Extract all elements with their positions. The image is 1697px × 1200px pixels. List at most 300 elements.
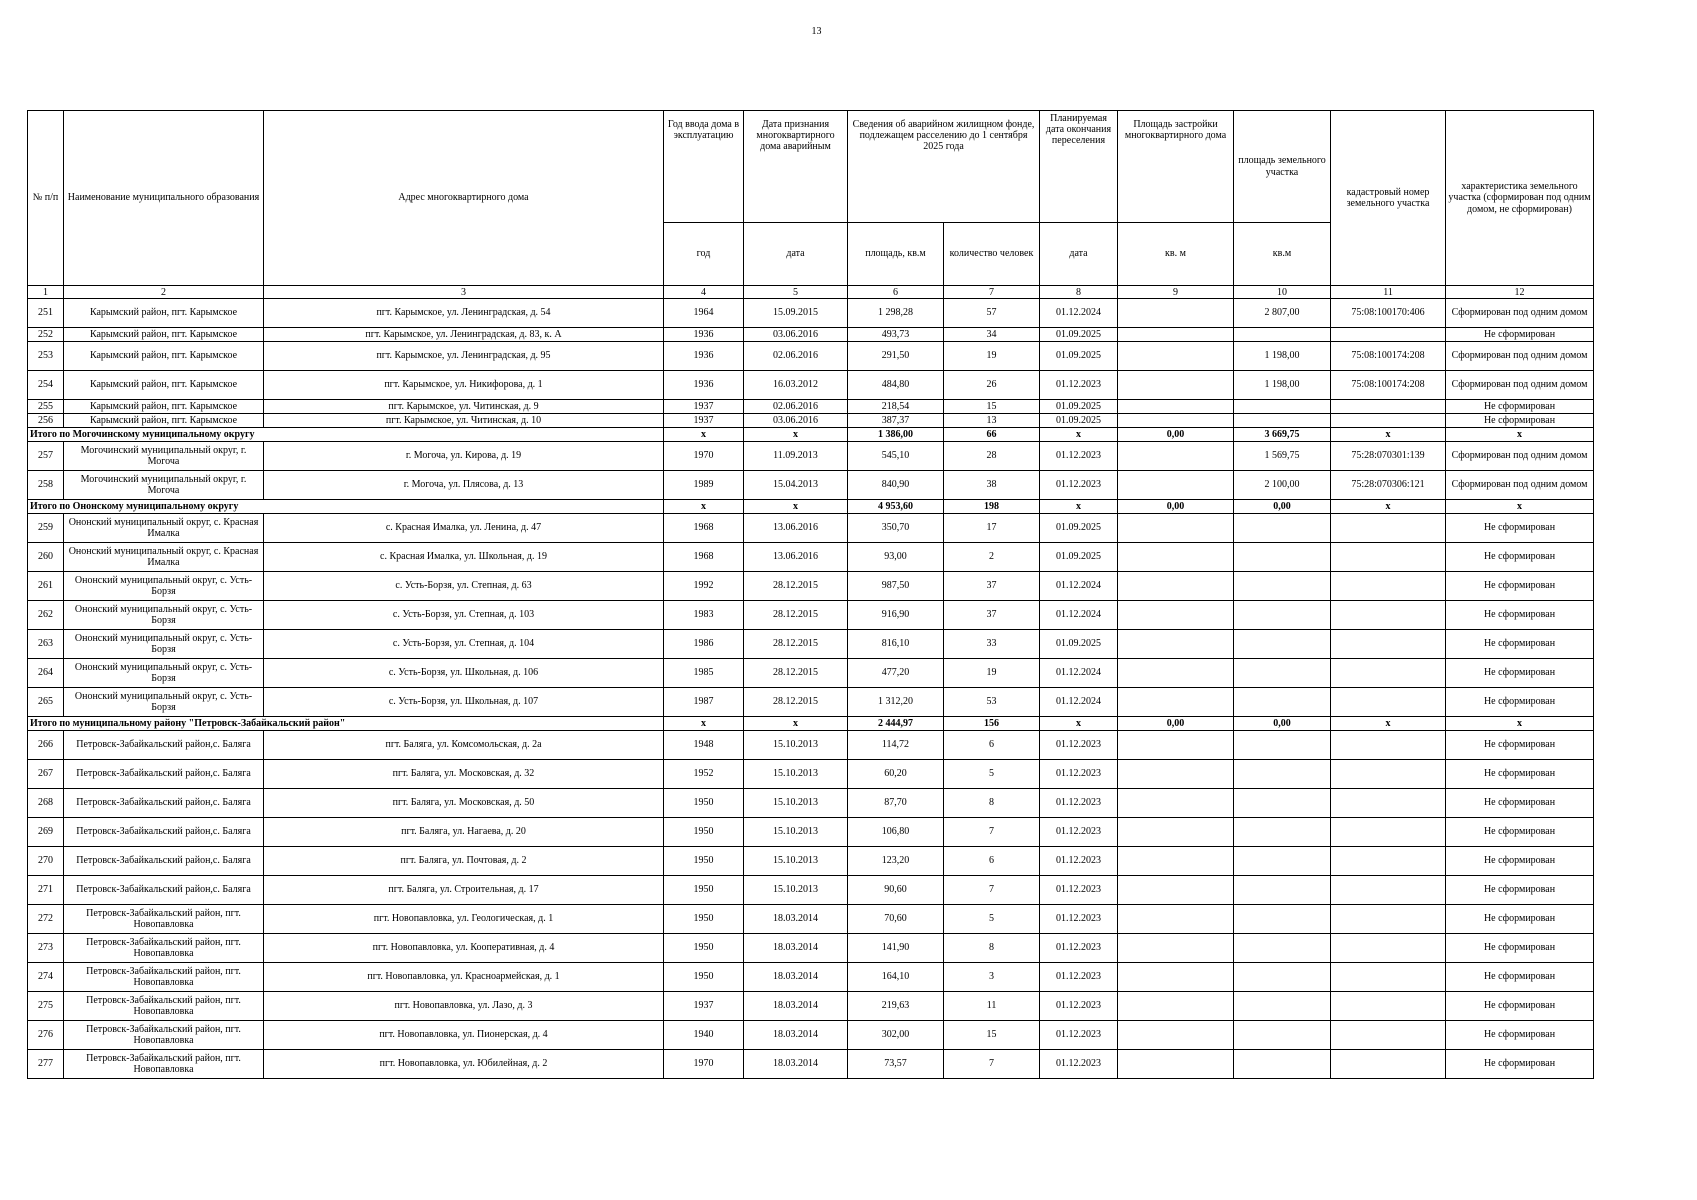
row-number: 274 [28,963,64,992]
column-number: 5 [744,286,848,299]
planned-date-cell: 01.12.2023 [1040,934,1118,963]
people-count-cell: 37 [944,601,1040,630]
municipality-cell: Карымский район, пгт. Карымское [64,414,264,428]
address-cell: пгт. Балягa, ул. Почтовая, д. 2 [264,847,664,876]
area-cell: 840,90 [848,471,944,500]
total-year-cell: x [664,500,744,514]
address-cell: с. Красная Ималка, ул. Ленина, д. 47 [264,514,664,543]
area-cell: 141,90 [848,934,944,963]
date-declared-cell: 15.10.2013 [744,818,848,847]
date-declared-cell: 28.12.2015 [744,659,848,688]
land-area-cell [1234,328,1331,342]
area-cell: 106,80 [848,818,944,847]
year-cell: 1968 [664,514,744,543]
people-count-cell: 2 [944,543,1040,572]
building-area-cell [1118,760,1234,789]
planned-date-cell: 01.09.2025 [1040,342,1118,371]
municipality-cell: Карымский район, пгт. Карымское [64,299,264,328]
land-status-cell: Не сформирован [1446,400,1594,414]
land-area-cell [1234,789,1331,818]
address-cell: пгт. Карымское, ул. Ленинградская, д. 95 [264,342,664,371]
header-number: № п/п [28,111,64,286]
land-status-cell: Не сформирован [1446,543,1594,572]
total-status-cell: x [1446,717,1594,731]
cadastral-number-cell [1331,572,1446,601]
planned-date-cell: 01.09.2025 [1040,414,1118,428]
header-building-area: Площадь застройки многоквартирного дома [1118,111,1234,223]
building-area-cell [1118,818,1234,847]
people-count-cell: 38 [944,471,1040,500]
total-planned-cell: x [1040,428,1118,442]
header-cadastral-number: кадастровый номер земельного участка [1331,111,1446,286]
municipality-cell: Ононский муниципальный округ, с. Красная Ималка [64,514,264,543]
building-area-cell [1118,514,1234,543]
year-cell: 1987 [664,688,744,717]
building-area-cell [1118,905,1234,934]
municipality-cell: Петровск-Забайкальский район,с. Балягa [64,760,264,789]
land-status-cell: Не сформирован [1446,659,1594,688]
address-cell: с. Усть-Борзя, ул. Степная, д. 63 [264,572,664,601]
date-declared-cell: 18.03.2014 [744,1021,848,1050]
date-declared-cell: 13.06.2016 [744,543,848,572]
land-area-cell [1234,630,1331,659]
building-area-cell [1118,601,1234,630]
row-number: 266 [28,731,64,760]
header-address: Адрес многоквартирного дома [264,111,664,286]
municipality-cell: Ононский муниципальный округ, с. Усть-Борзя [64,630,264,659]
land-status-cell: Сформирован под одним домом [1446,299,1594,328]
people-count-cell: 7 [944,1050,1040,1079]
municipality-cell: Карымский район, пгт. Карымское [64,342,264,371]
page-number: 13 [811,26,822,37]
address-cell: г. Могоча, ул. Кирова, д. 19 [264,442,664,471]
address-cell: пгт. Балягa, ул. Московская, д. 50 [264,789,664,818]
land-status-cell: Не сформирован [1446,328,1594,342]
land-area-cell [1234,847,1331,876]
total-status-cell: x [1446,428,1594,442]
column-number: 7 [944,286,1040,299]
date-declared-cell: 18.03.2014 [744,992,848,1021]
municipality-cell: Могочинский муниципальный округ, г. Могоча [64,442,264,471]
date-declared-cell: 13.06.2016 [744,514,848,543]
cadastral-number-cell [1331,601,1446,630]
people-count-cell: 28 [944,442,1040,471]
cadastral-number-cell [1331,543,1446,572]
date-declared-cell: 15.04.2013 [744,471,848,500]
building-area-cell [1118,572,1234,601]
row-number: 277 [28,1050,64,1079]
municipality-cell: Петровск-Забайкальский район,с. Балягa [64,731,264,760]
cadastral-number-cell [1331,731,1446,760]
year-cell: 1950 [664,876,744,905]
municipality-cell: Петровск-Забайкальский район, пгт. Новопавловка [64,1021,264,1050]
building-area-cell [1118,1050,1234,1079]
subtotal-row [28,717,1594,731]
land-status-cell: Сформирован под одним домом [1446,371,1594,400]
area-cell: 987,50 [848,572,944,601]
row-number: 269 [28,818,64,847]
people-count-cell: 8 [944,934,1040,963]
municipality-cell: Могочинский муниципальный округ, г. Могоча [64,471,264,500]
municipality-cell: Петровск-Забайкальский район,с. Балягa [64,847,264,876]
cadastral-number-cell: 75:28:070306:121 [1331,471,1446,500]
cadastral-number-cell [1331,659,1446,688]
building-area-cell [1118,1021,1234,1050]
header-row [28,111,1594,223]
total-people-cell: 156 [944,717,1040,731]
cadastral-number-cell [1331,789,1446,818]
address-cell: пгт. Новопавловка, ул. Юбилейная, д. 2 [264,1050,664,1079]
total-land-area-cell: 0,00 [1234,500,1331,514]
area-cell: 73,57 [848,1050,944,1079]
table-row [28,1021,1594,1050]
year-cell: 1936 [664,328,744,342]
land-area-cell [1234,1050,1331,1079]
table-row [28,299,1594,328]
row-number: 253 [28,342,64,371]
planned-date-cell: 01.12.2023 [1040,1021,1118,1050]
year-cell: 1952 [664,760,744,789]
land-status-cell: Не сформирован [1446,963,1594,992]
building-area-cell [1118,876,1234,905]
land-status-cell: Сформирован под одним домом [1446,442,1594,471]
subheader-date: дата [744,223,848,286]
area-cell: 350,70 [848,514,944,543]
year-cell: 1970 [664,1050,744,1079]
cadastral-number-cell: 75:08:100174:208 [1331,342,1446,371]
date-declared-cell: 15.10.2013 [744,731,848,760]
subtotal-label: Итого по муниципальному району "Петровск-Забайкальский район" [28,717,664,731]
cadastral-number-cell [1331,328,1446,342]
date-declared-cell: 28.12.2015 [744,572,848,601]
table-row [28,1050,1594,1079]
land-area-cell [1234,659,1331,688]
land-area-cell [1234,992,1331,1021]
land-status-cell: Не сформирован [1446,905,1594,934]
building-area-cell [1118,414,1234,428]
land-status-cell: Не сформирован [1446,731,1594,760]
land-area-cell [1234,818,1331,847]
planned-date-cell: 01.12.2023 [1040,992,1118,1021]
people-count-cell: 17 [944,514,1040,543]
year-cell: 1968 [664,543,744,572]
row-number: 276 [28,1021,64,1050]
building-area-cell [1118,847,1234,876]
land-area-cell [1234,400,1331,414]
area-cell: 114,72 [848,731,944,760]
planned-date-cell: 01.12.2024 [1040,299,1118,328]
header-land-characteristic: характеристика земельного участка (сформирован под одним домом, не сформирован) [1446,111,1594,286]
address-cell: пгт. Новопавловка, ул. Пионерская, д. 4 [264,1021,664,1050]
subtotal-label: Итого по Ононскому муниципальному округу [28,500,664,514]
date-declared-cell: 02.06.2016 [744,400,848,414]
year-cell: 1992 [664,572,744,601]
land-status-cell: Не сформирован [1446,818,1594,847]
building-area-cell [1118,659,1234,688]
total-building-area-cell: 0,00 [1118,428,1234,442]
table-row [28,442,1594,471]
land-status-cell: Не сформирован [1446,876,1594,905]
planned-date-cell: 01.12.2023 [1040,905,1118,934]
row-number: 267 [28,760,64,789]
header-planned-date: Планируемая дата окончания переселения [1040,111,1118,223]
municipality-cell: Ононский муниципальный округ, с. Усть-Борзя [64,572,264,601]
date-declared-cell: 18.03.2014 [744,1050,848,1079]
area-cell: 218,54 [848,400,944,414]
total-date-cell: x [744,717,848,731]
header-year-commissioned: Год ввода дома в эксплуатацию [664,111,744,223]
people-count-cell: 53 [944,688,1040,717]
total-planned-cell: x [1040,717,1118,731]
municipality-cell: Петровск-Забайкальский район, пгт. Новопавловка [64,963,264,992]
area-cell: 90,60 [848,876,944,905]
year-cell: 1983 [664,601,744,630]
date-declared-cell: 18.03.2014 [744,934,848,963]
date-declared-cell: 18.03.2014 [744,905,848,934]
address-cell: пгт. Карымское, ул. Ленинградская, д. 54 [264,299,664,328]
people-count-cell: 6 [944,847,1040,876]
municipality-cell: Петровск-Забайкальский район,с. Балягa [64,876,264,905]
land-area-cell: 2 100,00 [1234,471,1331,500]
date-declared-cell: 28.12.2015 [744,630,848,659]
building-area-cell [1118,731,1234,760]
people-count-cell: 34 [944,328,1040,342]
subtotal-row [28,500,1594,514]
cadastral-number-cell [1331,818,1446,847]
header-municipality: Наименование муниципального образования [64,111,264,286]
cadastral-number-cell [1331,414,1446,428]
people-count-cell: 13 [944,414,1040,428]
municipality-cell: Ононский муниципальный округ, с. Красная Ималка [64,543,264,572]
cadastral-number-cell [1331,847,1446,876]
table-body [28,299,1594,1079]
building-area-cell [1118,688,1234,717]
year-cell: 1986 [664,630,744,659]
row-number: 257 [28,442,64,471]
planned-date-cell: 01.09.2025 [1040,543,1118,572]
municipality-cell: Карымский район, пгт. Карымское [64,400,264,414]
address-cell: с. Усть-Борзя, ул. Школьная, д. 106 [264,659,664,688]
subheader-year: год [664,223,744,286]
row-number: 272 [28,905,64,934]
planned-date-cell: 01.12.2023 [1040,963,1118,992]
total-building-area-cell: 0,00 [1118,717,1234,731]
land-status-cell: Не сформирован [1446,1021,1594,1050]
table-row [28,630,1594,659]
date-declared-cell: 03.06.2016 [744,414,848,428]
municipality-cell: Петровск-Забайкальский район, пгт. Новопавловка [64,992,264,1021]
cadastral-number-cell [1331,630,1446,659]
total-cadastral-cell: x [1331,500,1446,514]
cadastral-number-cell [1331,1050,1446,1079]
year-cell: 1937 [664,400,744,414]
planned-date-cell: 01.12.2024 [1040,688,1118,717]
land-area-cell [1234,688,1331,717]
total-land-area-cell: 3 669,75 [1234,428,1331,442]
subtotal-label: Итого по Могочинскому муниципальному округу [28,428,664,442]
row-number: 254 [28,371,64,400]
address-cell: пгт. Новопавловка, ул. Лазо, д. 3 [264,992,664,1021]
address-cell: пгт. Новопавловка, ул. Геологическая, д. 1 [264,905,664,934]
planned-date-cell: 01.12.2023 [1040,1050,1118,1079]
year-cell: 1950 [664,789,744,818]
planned-date-cell: 01.09.2025 [1040,630,1118,659]
building-area-cell [1118,442,1234,471]
total-year-cell: x [664,428,744,442]
planned-date-cell: 01.12.2023 [1040,442,1118,471]
table-row [28,789,1594,818]
planned-date-cell: 01.12.2023 [1040,371,1118,400]
area-cell: 484,80 [848,371,944,400]
address-cell: пгт. Карымское, ул. Читинская, д. 10 [264,414,664,428]
date-declared-cell: 15.10.2013 [744,847,848,876]
total-area-cell: 1 386,00 [848,428,944,442]
cadastral-number-cell [1331,905,1446,934]
year-cell: 1950 [664,934,744,963]
municipality-cell: Ононский муниципальный округ, с. Усть-Борзя [64,659,264,688]
area-cell: 219,63 [848,992,944,1021]
row-number: 252 [28,328,64,342]
land-status-cell: Сформирован под одним домом [1446,342,1594,371]
area-cell: 302,00 [848,1021,944,1050]
year-cell: 1948 [664,731,744,760]
column-number: 2 [64,286,264,299]
planned-date-cell: 01.12.2024 [1040,572,1118,601]
year-cell: 1937 [664,992,744,1021]
cadastral-number-cell [1331,1021,1446,1050]
header-emergency-fund-info: Сведения об аварийном жилищном фонде, подлежащем расселению до 1 сентября 2025 года [848,111,1040,223]
area-cell: 291,50 [848,342,944,371]
total-date-cell: x [744,500,848,514]
building-area-cell [1118,471,1234,500]
row-number: 263 [28,630,64,659]
subheader-building-sqm: кв. м [1118,223,1234,286]
date-declared-cell: 28.12.2015 [744,688,848,717]
table-row [28,688,1594,717]
land-area-cell [1234,905,1331,934]
table-row [28,963,1594,992]
cadastral-number-cell [1331,688,1446,717]
area-cell: 93,00 [848,543,944,572]
year-cell: 1940 [664,1021,744,1050]
area-cell: 164,10 [848,963,944,992]
land-status-cell: Не сформирован [1446,992,1594,1021]
area-cell: 387,37 [848,414,944,428]
people-count-cell: 6 [944,731,1040,760]
people-count-cell: 7 [944,818,1040,847]
table-row [28,342,1594,371]
year-cell: 1950 [664,905,744,934]
table-row [28,414,1594,428]
land-status-cell: Не сформирован [1446,514,1594,543]
people-count-cell: 19 [944,659,1040,688]
address-cell: г. Могоча, ул. Плясова, д. 13 [264,471,664,500]
area-cell: 916,90 [848,601,944,630]
land-area-cell: 2 807,00 [1234,299,1331,328]
row-number: 265 [28,688,64,717]
planned-date-cell: 01.12.2024 [1040,601,1118,630]
cadastral-number-cell [1331,934,1446,963]
land-area-cell [1234,601,1331,630]
table-row [28,328,1594,342]
date-declared-cell: 15.10.2013 [744,760,848,789]
area-cell: 477,20 [848,659,944,688]
year-cell: 1936 [664,371,744,400]
total-land-area-cell: 0,00 [1234,717,1331,731]
address-cell: пгт. Новопавловка, ул. Красноармейская, д. 1 [264,963,664,992]
year-cell: 1989 [664,471,744,500]
municipality-cell: Петровск-Забайкальский район, пгт. Новопавловка [64,1050,264,1079]
land-area-cell [1234,963,1331,992]
people-count-cell: 37 [944,572,1040,601]
total-area-cell: 2 444,97 [848,717,944,731]
row-number: 264 [28,659,64,688]
year-cell: 1950 [664,963,744,992]
land-status-cell: Не сформирован [1446,847,1594,876]
table-row [28,601,1594,630]
land-status-cell: Не сформирован [1446,789,1594,818]
table-row [28,572,1594,601]
column-number: 1 [28,286,64,299]
area-cell: 123,20 [848,847,944,876]
planned-date-cell: 01.12.2023 [1040,876,1118,905]
row-number: 258 [28,471,64,500]
table-row [28,818,1594,847]
row-number: 271 [28,876,64,905]
column-number: 8 [1040,286,1118,299]
planned-date-cell: 01.12.2023 [1040,847,1118,876]
land-status-cell: Не сформирован [1446,688,1594,717]
address-cell: пгт. Балягa, ул. Московская, д. 32 [264,760,664,789]
planned-date-cell: 01.12.2023 [1040,471,1118,500]
area-cell: 87,70 [848,789,944,818]
row-number: 260 [28,543,64,572]
row-number: 275 [28,992,64,1021]
total-people-cell: 198 [944,500,1040,514]
address-cell: пгт. Балягa, ул. Комсомольская, д. 2а [264,731,664,760]
municipality-cell: Петровск-Забайкальский район,с. Балягa [64,789,264,818]
address-cell: с. Красная Ималка, ул. Школьная, д. 19 [264,543,664,572]
year-cell: 1985 [664,659,744,688]
row-number: 262 [28,601,64,630]
total-building-area-cell: 0,00 [1118,500,1234,514]
land-area-cell [1234,543,1331,572]
people-count-cell: 8 [944,789,1040,818]
row-number: 251 [28,299,64,328]
land-area-cell [1234,876,1331,905]
total-year-cell: x [664,717,744,731]
people-count-cell: 11 [944,992,1040,1021]
date-declared-cell: 11.09.2013 [744,442,848,471]
cadastral-number-cell [1331,514,1446,543]
people-count-cell: 15 [944,1021,1040,1050]
municipality-cell: Карымский район, пгт. Карымское [64,328,264,342]
address-cell: пгт. Балягa, ул. Нагаева, д. 20 [264,818,664,847]
table-row [28,400,1594,414]
building-area-cell [1118,543,1234,572]
subheader-planned-date: дата [1040,223,1118,286]
people-count-cell: 57 [944,299,1040,328]
row-number: 259 [28,514,64,543]
planned-date-cell: 01.12.2024 [1040,659,1118,688]
land-status-cell: Не сформирован [1446,760,1594,789]
column-number: 11 [1331,286,1446,299]
column-number: 9 [1118,286,1234,299]
address-cell: пгт. Карымское, ул. Читинская, д. 9 [264,400,664,414]
planned-date-cell: 01.09.2025 [1040,400,1118,414]
people-count-cell: 15 [944,400,1040,414]
area-cell: 493,73 [848,328,944,342]
